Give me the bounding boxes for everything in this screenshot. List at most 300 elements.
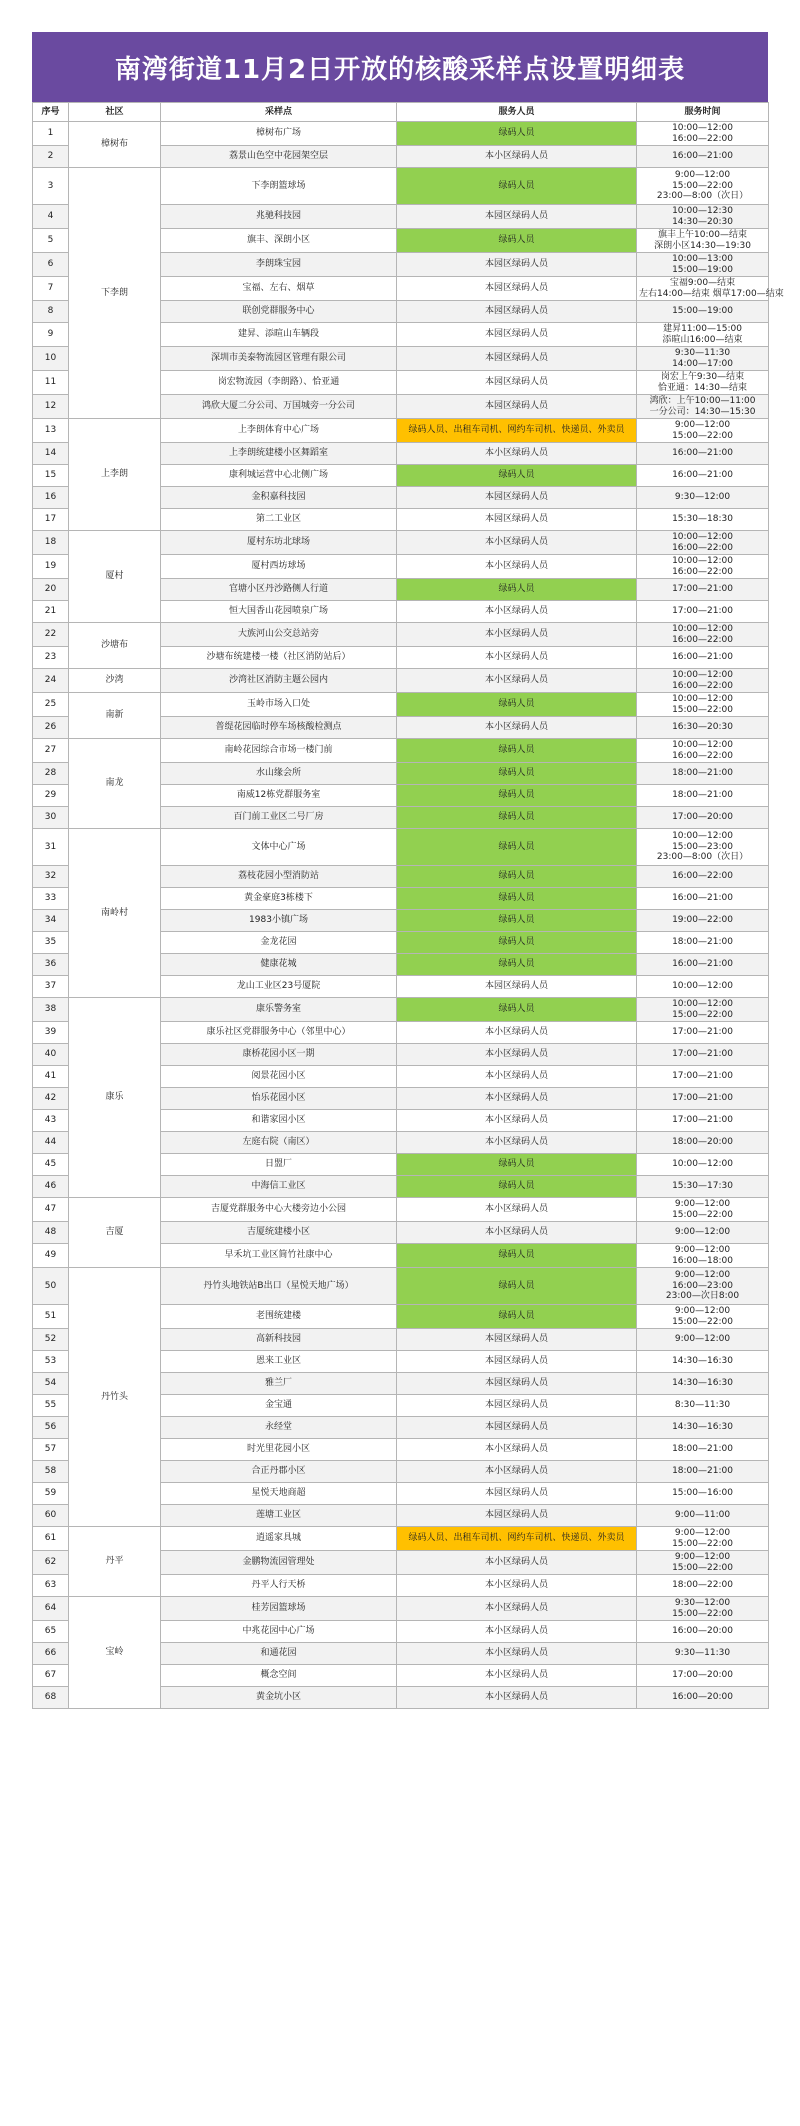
header-seq: 序号: [33, 103, 69, 122]
row-seq: 45: [33, 1154, 69, 1176]
row-staff: 绿码人员: [397, 739, 637, 763]
time-line: 16:30—20:30: [672, 722, 733, 733]
row-seq: 24: [33, 669, 69, 693]
row-time: [637, 623, 769, 647]
table-row: [33, 1268, 769, 1305]
row-site: 日盟厂: [161, 1154, 397, 1176]
row-seq: 34: [33, 910, 69, 932]
time-line: 23:00—8:00（次日）: [656, 191, 749, 202]
row-site: 金积嘉科技园: [161, 487, 397, 509]
row-seq: 8: [33, 301, 69, 323]
row-staff: 绿码人员: [397, 465, 637, 487]
row-staff: 本小区绿码人员: [397, 1088, 637, 1110]
row-time: [637, 347, 769, 371]
time-line: 15:30—17:30: [672, 1181, 733, 1192]
row-staff: 本小区绿码人员: [397, 1439, 637, 1461]
row-site: 逍遥家具城: [161, 1527, 397, 1551]
row-seq: 32: [33, 866, 69, 888]
time-line: 10:00—12:00: [672, 1159, 733, 1170]
time-line: 10:00—12:00: [672, 123, 733, 134]
row-site: 概念空间: [161, 1665, 397, 1687]
table-row: [33, 1597, 769, 1621]
row-seq: 9: [33, 323, 69, 347]
row-staff: 本园区绿码人员: [397, 1505, 637, 1527]
table-row: [33, 693, 769, 717]
row-time: [637, 739, 769, 763]
row-seq: 57: [33, 1439, 69, 1461]
row-seq: 54: [33, 1373, 69, 1395]
row-time: [637, 1022, 769, 1044]
row-staff: 本小区绿码人员: [397, 1132, 637, 1154]
row-community: 沙湾: [69, 669, 161, 693]
row-site: 星悦天地商超: [161, 1483, 397, 1505]
row-staff: 本园区绿码人员: [397, 1351, 637, 1373]
time-line: 10:00—12:00: [672, 999, 733, 1010]
time-line: 14:00—17:00: [672, 358, 733, 369]
row-time: [637, 1132, 769, 1154]
row-seq: 18: [33, 531, 69, 555]
row-seq: 52: [33, 1329, 69, 1351]
row-staff: 绿码人员: [397, 932, 637, 954]
row-site: 1983小镇广场: [161, 910, 397, 932]
time-line: 18:00—21:00: [672, 937, 733, 948]
time-line: 17:00—21:00: [672, 1049, 733, 1060]
row-site: 龙山工业区23号厦院: [161, 976, 397, 998]
row-time: [637, 785, 769, 807]
row-staff: 本园区绿码人员: [397, 395, 637, 419]
row-community: 樟树布: [69, 122, 161, 168]
row-staff: 绿码人员: [397, 1176, 637, 1198]
time-line: 18:00—21:00: [672, 1444, 733, 1455]
row-staff: 绿码人员: [397, 1244, 637, 1268]
row-time: [637, 763, 769, 785]
row-community: 宝岭: [69, 1597, 161, 1709]
row-site: 联创党群服务中心: [161, 301, 397, 323]
row-staff: 本园区绿码人员: [397, 1329, 637, 1351]
row-time: [637, 122, 769, 146]
time-line: 岗宏上午9:30—结束: [660, 372, 745, 383]
time-line: 9:00—12:00: [674, 1552, 731, 1563]
row-time: [637, 1417, 769, 1439]
row-seq: 51: [33, 1305, 69, 1329]
row-time: [637, 601, 769, 623]
row-seq: 26: [33, 717, 69, 739]
row-community: 康乐: [69, 998, 161, 1198]
row-time: [637, 1244, 769, 1268]
time-line: 10:00—12:00: [672, 694, 733, 705]
row-staff: 本小区绿码人员: [397, 1665, 637, 1687]
row-seq: 40: [33, 1044, 69, 1066]
row-seq: 14: [33, 443, 69, 465]
row-time: [637, 277, 784, 301]
row-staff: 绿码人员、出租车司机、网约车司机、快递员、外卖员: [397, 1527, 637, 1551]
time-line: 18:00—21:00: [672, 790, 733, 801]
time-line: 10:00—12:00: [672, 556, 733, 567]
row-seq: 33: [33, 888, 69, 910]
row-seq: 30: [33, 807, 69, 829]
time-line: 17:00—21:00: [672, 1093, 733, 1104]
row-seq: 16: [33, 487, 69, 509]
row-staff: 绿码人员、出租车司机、网约车司机、快递员、外卖员: [397, 419, 637, 443]
time-line: 15:00—22:00: [672, 1009, 733, 1020]
time-line: 15:00—19:00: [672, 264, 733, 275]
table-row: [33, 739, 769, 763]
time-line: 17:00—21:00: [672, 1027, 733, 1038]
time-line: 9:00—12:00: [674, 1334, 731, 1345]
row-site: 恩来工业区: [161, 1351, 397, 1373]
time-line: 左右14:00—结束 烟草17:00—结束: [639, 288, 784, 299]
row-staff: 本园区绿码人员: [397, 1483, 637, 1505]
time-line: 9:00—12:00: [674, 1245, 731, 1256]
time-line: 15:00—22:00: [672, 1608, 733, 1619]
row-staff: 绿码人员: [397, 785, 637, 807]
row-time: [637, 371, 769, 395]
row-time: [637, 932, 769, 954]
row-time: [637, 829, 769, 866]
row-site: 金龙花园: [161, 932, 397, 954]
row-site: 第二工业区: [161, 509, 397, 531]
row-seq: 27: [33, 739, 69, 763]
time-line: 18:00—20:00: [672, 1137, 733, 1148]
row-time: [637, 717, 769, 739]
time-line: 10:00—12:00: [672, 981, 733, 992]
row-staff: 绿码人员: [397, 763, 637, 785]
row-site: 吉厦统建楼小区: [161, 1222, 397, 1244]
row-site: 李朗珠宝园: [161, 253, 397, 277]
row-time: [637, 1483, 769, 1505]
row-staff: 绿码人员: [397, 829, 637, 866]
row-staff: 本园区绿码人员: [397, 1417, 637, 1439]
row-seq: 67: [33, 1665, 69, 1687]
row-staff: 绿码人员: [397, 168, 637, 205]
row-time: [637, 323, 769, 347]
row-time: [637, 1154, 769, 1176]
row-staff: 本园区绿码人员: [397, 301, 637, 323]
time-line: 恰亚通：14:30—结束: [658, 382, 747, 393]
row-site: 鸿欣大厦二分公司、万国城旁一分公司: [161, 395, 397, 419]
row-site: 恒大国香山花园喷泉广场: [161, 601, 397, 623]
row-time: [637, 866, 769, 888]
row-time: [637, 1110, 769, 1132]
row-time: [637, 1066, 769, 1088]
table-row: [33, 1198, 769, 1222]
time-line: 9:00—12:00: [674, 1270, 731, 1281]
row-seq: 15: [33, 465, 69, 487]
row-seq: 60: [33, 1505, 69, 1527]
time-line: 16:00—22:00: [672, 871, 733, 882]
row-staff: 绿码人员: [397, 807, 637, 829]
row-seq: 37: [33, 976, 69, 998]
time-line: 一分公司：14:30—15:30: [649, 406, 756, 417]
header-row: [33, 103, 769, 122]
row-time: [637, 976, 769, 998]
row-staff: 本园区绿码人员: [397, 253, 637, 277]
table-row: [33, 998, 769, 1022]
time-line: 宝福9:00—结束: [669, 278, 736, 289]
row-seq: 56: [33, 1417, 69, 1439]
row-staff: 本小区绿码人员: [397, 1022, 637, 1044]
time-line: 16:00—22:00: [672, 542, 733, 553]
time-line: 16:00—22:00: [672, 750, 733, 761]
time-line: 9:30—11:30: [674, 1648, 731, 1659]
row-seq: 2: [33, 146, 69, 168]
row-seq: 47: [33, 1198, 69, 1222]
table-title: 南湾街道11月2日开放的核酸采样点设置明细表: [32, 32, 768, 102]
row-site: 沙湾社区消防主题公园内: [161, 669, 397, 693]
row-staff: 本小区绿码人员: [397, 647, 637, 669]
row-staff: 本小区绿码人员: [397, 717, 637, 739]
row-time: [637, 1044, 769, 1066]
row-seq: 7: [33, 277, 69, 301]
row-community: 吉厦: [69, 1198, 161, 1268]
time-line: 9:30—12:00: [674, 1598, 731, 1609]
row-time: [637, 998, 769, 1022]
row-time: [637, 1597, 769, 1621]
row-staff: 本小区绿码人员: [397, 146, 637, 168]
time-line: 15:00—22:00: [672, 430, 733, 441]
row-site: 官塘小区丹沙路侧人行道: [161, 579, 397, 601]
row-time: [637, 1439, 769, 1461]
row-staff: 本园区绿码人员: [397, 323, 637, 347]
time-line: 15:00—19:00: [672, 306, 733, 317]
time-line: 9:00—12:00: [674, 1306, 731, 1317]
row-time: [637, 509, 769, 531]
row-time: [637, 693, 769, 717]
time-line: 鸿欣：上午10:00—11:00: [649, 396, 756, 407]
row-time: [637, 253, 769, 277]
time-line: 16:00—22:00: [672, 566, 733, 577]
row-time: [637, 1088, 769, 1110]
row-staff: 本小区绿码人员: [397, 1461, 637, 1483]
time-line: 9:00—12:00: [674, 420, 731, 431]
row-seq: 1: [33, 122, 69, 146]
row-time: [637, 910, 769, 932]
row-staff: 本园区绿码人员: [397, 1373, 637, 1395]
row-site: 康利城运营中心北侧广场: [161, 465, 397, 487]
row-seq: 21: [33, 601, 69, 623]
row-seq: 44: [33, 1132, 69, 1154]
row-staff: 本小区绿码人员: [397, 669, 637, 693]
row-seq: 61: [33, 1527, 69, 1551]
row-community: 南新: [69, 693, 161, 739]
time-line: 16:00—20:00: [672, 1692, 733, 1703]
table-row: [33, 829, 769, 866]
time-line: 17:00—21:00: [672, 1115, 733, 1126]
table-row: [33, 531, 769, 555]
header-staff: 服务人员: [397, 103, 637, 122]
row-time: [637, 465, 769, 487]
row-staff: 绿码人员: [397, 693, 637, 717]
row-site: 深圳市美泰物流园区管理有限公司: [161, 347, 397, 371]
row-seq: 31: [33, 829, 69, 866]
row-staff: 本小区绿码人员: [397, 1687, 637, 1709]
row-site: 和谐家园小区: [161, 1110, 397, 1132]
row-site: 南岭花园综合市场一楼门前: [161, 739, 397, 763]
row-seq: 17: [33, 509, 69, 531]
row-time: [637, 1643, 769, 1665]
row-seq: 10: [33, 347, 69, 371]
row-time: [637, 555, 769, 579]
row-time: [637, 531, 769, 555]
time-line: 9:30—11:30: [674, 348, 731, 359]
row-staff: 本小区绿码人员: [397, 1066, 637, 1088]
row-community: 沙塘布: [69, 623, 161, 669]
row-staff: 本小区绿码人员: [397, 1597, 637, 1621]
time-line: 14:30—16:30: [672, 1378, 733, 1389]
header-site: 采样点: [161, 103, 397, 122]
row-site: 丹平人行天桥: [161, 1575, 397, 1597]
row-site: 兆驰科技园: [161, 205, 397, 229]
time-line: 9:00—12:00: [674, 1528, 731, 1539]
row-site: 旗丰、深朗小区: [161, 229, 397, 253]
time-line: 23:00—次日8:00: [665, 1291, 740, 1302]
row-staff: 本小区绿码人员: [397, 1110, 637, 1132]
table-row: [33, 623, 769, 647]
row-seq: 62: [33, 1551, 69, 1575]
table-row: [33, 669, 769, 693]
time-line: 14:30—20:30: [672, 216, 733, 227]
row-staff: 本小区绿码人员: [397, 1198, 637, 1222]
row-site: 和通花园: [161, 1643, 397, 1665]
row-site: 中海信工业区: [161, 1176, 397, 1198]
time-line: 10:00—12:00: [672, 670, 733, 681]
row-site: 左庭右院（南区）: [161, 1132, 397, 1154]
time-line: 16:00—20:00: [672, 1626, 733, 1637]
row-site: 上李朗统建楼小区舞蹈室: [161, 443, 397, 465]
schedule-sheet: [32, 32, 784, 1709]
row-staff: 本小区绿码人员: [397, 1621, 637, 1643]
sampling-site-table: [32, 102, 784, 1709]
row-seq: 41: [33, 1066, 69, 1088]
row-staff: 本小区绿码人员: [397, 601, 637, 623]
row-time: [637, 443, 769, 465]
row-staff: 本小区绿码人员: [397, 1551, 637, 1575]
table-row: [33, 1527, 769, 1551]
row-staff: 本小区绿码人员: [397, 1222, 637, 1244]
row-seq: 6: [33, 253, 69, 277]
row-time: [637, 1351, 769, 1373]
row-staff: 绿码人员: [397, 229, 637, 253]
row-site: 下李朗篮球场: [161, 168, 397, 205]
time-line: 16:00—21:00: [672, 448, 733, 459]
time-line: 14:30—16:30: [672, 1356, 733, 1367]
row-community: 厦村: [69, 531, 161, 623]
row-time: [637, 1395, 769, 1417]
row-time: [637, 205, 769, 229]
row-staff: 本小区绿码人员: [397, 623, 637, 647]
time-line: 15:00—22:00: [672, 1316, 733, 1327]
row-seq: 49: [33, 1244, 69, 1268]
row-time: [637, 647, 769, 669]
row-seq: 64: [33, 1597, 69, 1621]
table-row: [33, 419, 769, 443]
time-line: 16:00—22:00: [672, 680, 733, 691]
time-line: 17:00—21:00: [672, 584, 733, 595]
row-seq: 66: [33, 1643, 69, 1665]
time-line: 15:00—22:00: [672, 180, 733, 191]
row-staff: 本小区绿码人员: [397, 1643, 637, 1665]
time-line: 16:00—18:00: [672, 1255, 733, 1266]
time-line: 15:00—22:00: [672, 1209, 733, 1220]
row-site: 老围统建楼: [161, 1305, 397, 1329]
row-time: [637, 954, 769, 976]
row-staff: 本园区绿码人员: [397, 347, 637, 371]
row-seq: 50: [33, 1268, 69, 1305]
row-site: 黄金坑小区: [161, 1687, 397, 1709]
row-time: [637, 168, 769, 205]
header-community: 社区: [69, 103, 161, 122]
row-staff: 本园区绿码人员: [397, 277, 637, 301]
time-line: 17:00—20:00: [672, 812, 733, 823]
row-seq: 5: [33, 229, 69, 253]
row-site: 阅景花园小区: [161, 1066, 397, 1088]
row-site: 岗宏物流园（李朗路）、恰亚通: [161, 371, 397, 395]
row-community: 上李朗: [69, 419, 161, 531]
time-line: 18:00—21:00: [672, 768, 733, 779]
table-row: [33, 168, 769, 205]
row-seq: 22: [33, 623, 69, 647]
row-site: 早禾坑工业区简竹社康中心: [161, 1244, 397, 1268]
row-site: 南威12栋党群服务室: [161, 785, 397, 807]
row-site: 大族河山公交总站旁: [161, 623, 397, 647]
row-seq: 29: [33, 785, 69, 807]
row-site: 黄金豪庭3栋楼下: [161, 888, 397, 910]
row-site: 樟树布广场: [161, 122, 397, 146]
time-line: 15:00—16:00: [672, 1488, 733, 1499]
row-site: 吉厦党群服务中心大楼旁边小公园: [161, 1198, 397, 1222]
row-site: 金宝通: [161, 1395, 397, 1417]
row-site: 文体中心广场: [161, 829, 397, 866]
time-line: 19:00—22:00: [672, 915, 733, 926]
row-time: [637, 395, 769, 419]
row-seq: 4: [33, 205, 69, 229]
time-line: 14:30—16:30: [672, 1422, 733, 1433]
row-time: [637, 1198, 769, 1222]
row-site: 康桥花园小区一期: [161, 1044, 397, 1066]
time-line: 17:00—21:00: [672, 1071, 733, 1082]
time-line: 9:00—12:00: [674, 1199, 731, 1210]
row-seq: 46: [33, 1176, 69, 1198]
row-time: [637, 888, 769, 910]
row-seq: 28: [33, 763, 69, 785]
row-time: [637, 1687, 769, 1709]
row-community: 南岭村: [69, 829, 161, 998]
row-time: [637, 1621, 769, 1643]
row-site: 永经堂: [161, 1417, 397, 1439]
row-seq: 13: [33, 419, 69, 443]
row-time: [637, 146, 769, 168]
row-seq: 48: [33, 1222, 69, 1244]
row-seq: 23: [33, 647, 69, 669]
row-time: [637, 1373, 769, 1395]
row-seq: 59: [33, 1483, 69, 1505]
row-staff: 绿码人员: [397, 910, 637, 932]
row-seq: 55: [33, 1395, 69, 1417]
row-time: [637, 1268, 769, 1305]
row-seq: 42: [33, 1088, 69, 1110]
row-site: 玉岭市场入口处: [161, 693, 397, 717]
time-line: 16:00—21:00: [672, 470, 733, 481]
row-site: 康乐社区党群服务中心（邻里中心）: [161, 1022, 397, 1044]
row-staff: 绿码人员: [397, 122, 637, 146]
row-site: 怡乐花园小区: [161, 1088, 397, 1110]
time-line: 15:30—18:30: [672, 514, 733, 525]
row-site: 百门前工业区二号厂房: [161, 807, 397, 829]
time-line: 18:00—21:00: [672, 1466, 733, 1477]
row-staff: 绿码人员: [397, 579, 637, 601]
time-line: 17:00—21:00: [672, 606, 733, 617]
row-site: 荔景山色空中花园架空层: [161, 146, 397, 168]
